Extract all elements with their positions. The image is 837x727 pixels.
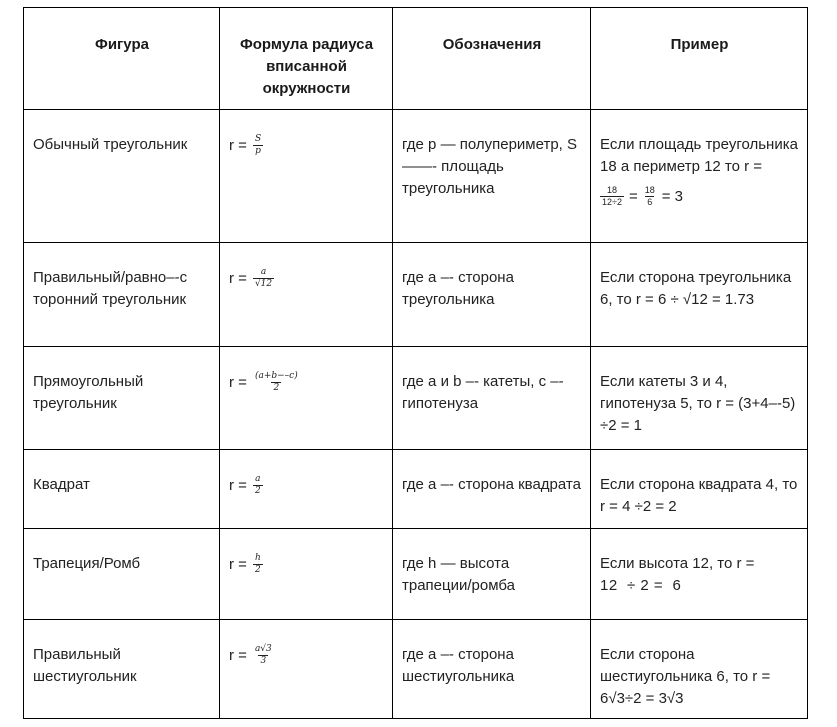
example-fraction-1 <box>600 185 624 208</box>
example-fraction-1-numerator: 18 <box>606 185 617 195</box>
formula-cell <box>220 529 393 620</box>
example-text: Если высота 12, то r = <box>600 555 755 572</box>
example-cell: Если катеты 3 и 4, гипотенуза 5, то r = (3+4–-5) ÷2 = 1 <box>591 347 808 450</box>
formula-cell <box>220 347 393 450</box>
example-fraction-2 <box>643 185 657 208</box>
formula-cell <box>220 110 393 243</box>
formula-fraction <box>253 134 263 157</box>
table-row <box>24 243 808 347</box>
formula-numerator: a√3 <box>254 644 272 654</box>
formula <box>229 267 274 290</box>
formula-denominator: p <box>255 146 261 156</box>
formula-prefix: r = <box>229 136 247 154</box>
example-text: Если площадь треугольника 18 а периметр 12 то r = <box>600 136 798 175</box>
formula-fraction <box>253 644 274 667</box>
formula-fraction <box>253 474 263 497</box>
formula <box>229 474 263 497</box>
formula-prefix: r = <box>229 555 247 573</box>
table-row <box>24 347 808 450</box>
example-result: = 3 <box>661 187 684 205</box>
header-notation: Обозначения <box>393 8 591 110</box>
figure-cell: Правильный шестиугольник <box>24 620 220 719</box>
formula <box>229 134 263 157</box>
example-fraction-1-denominator: 12÷2 <box>602 197 622 207</box>
formula-fraction <box>253 553 263 576</box>
table-row <box>24 110 808 243</box>
figure-cell: Трапеция/Ромб <box>24 529 220 620</box>
formula-cell <box>220 620 393 719</box>
example-cell: Если сторона треугольника 6, то r = 6 ÷ √12 = 1.73 <box>591 243 808 347</box>
formula-prefix: r = <box>229 373 247 391</box>
formula <box>229 371 300 394</box>
formula-denominator: 2 <box>254 565 261 575</box>
formula-denominator: √12 <box>254 279 273 289</box>
formula-denominator: 2 <box>273 383 280 393</box>
formula-numerator: a <box>255 474 261 484</box>
table-header-row <box>24 8 808 110</box>
formula <box>229 644 274 667</box>
notation-cell: где a и b –- катеты, c –- гипотенуза <box>393 347 591 450</box>
formula-numerator: S <box>254 134 262 144</box>
formula-prefix: r = <box>229 476 247 494</box>
figure-cell: Прямоугольный треугольник <box>24 347 220 450</box>
table-row <box>24 450 808 529</box>
notation-cell: где h — высота трапеции/ромба <box>393 529 591 620</box>
header-formula: Формула радиуса вписанной окружности <box>220 8 393 110</box>
formula-prefix: r = <box>229 646 247 664</box>
example-equation <box>600 185 683 208</box>
table-row <box>24 620 808 719</box>
formula-denominator: 3 <box>260 656 267 666</box>
formula-cell <box>220 243 393 347</box>
example-cell <box>591 110 808 243</box>
formula-cell <box>220 450 393 529</box>
formula <box>229 553 263 576</box>
example-cell <box>591 529 808 620</box>
figure-cell: Квадрат <box>24 450 220 529</box>
formula-fraction <box>253 267 274 290</box>
notation-cell: где a –- сторона шестиугольника <box>393 620 591 719</box>
example-cell: Если сторона шестиугольника 6, то r = 6√3÷2 = 3√3 <box>591 620 808 719</box>
notation-cell: где p — полупериметр, S ——- площадь треугольника <box>393 110 591 243</box>
formula-numerator: (a+b−–c) <box>254 371 298 381</box>
table-row <box>24 529 808 620</box>
formula-numerator: a <box>260 267 267 277</box>
example-line-2: 12 ÷ 2 = 6 <box>600 577 682 594</box>
figure-cell: Правильный/равно–-с торонний треугольник <box>24 243 220 347</box>
notation-cell: где a –- сторона треугольника <box>393 243 591 347</box>
header-figure: Фигура <box>24 8 220 110</box>
formula-prefix: r = <box>229 269 247 287</box>
formula-denominator: 2 <box>254 486 261 496</box>
inscribed-radius-table <box>23 7 808 719</box>
notation-cell: где a –- сторона квадрата <box>393 450 591 529</box>
header-example: Пример <box>591 8 808 110</box>
example-cell: Если сторона квадрата 4, то r = 4 ÷2 = 2 <box>591 450 808 529</box>
formula-numerator: h <box>254 553 261 563</box>
equals-sign: = <box>628 187 638 205</box>
figure-cell: Обычный треугольник <box>24 110 220 243</box>
example-fraction-2-numerator: 18 <box>644 185 655 195</box>
formula-fraction <box>253 371 300 394</box>
example-fraction-2-denominator: 6 <box>647 197 653 207</box>
